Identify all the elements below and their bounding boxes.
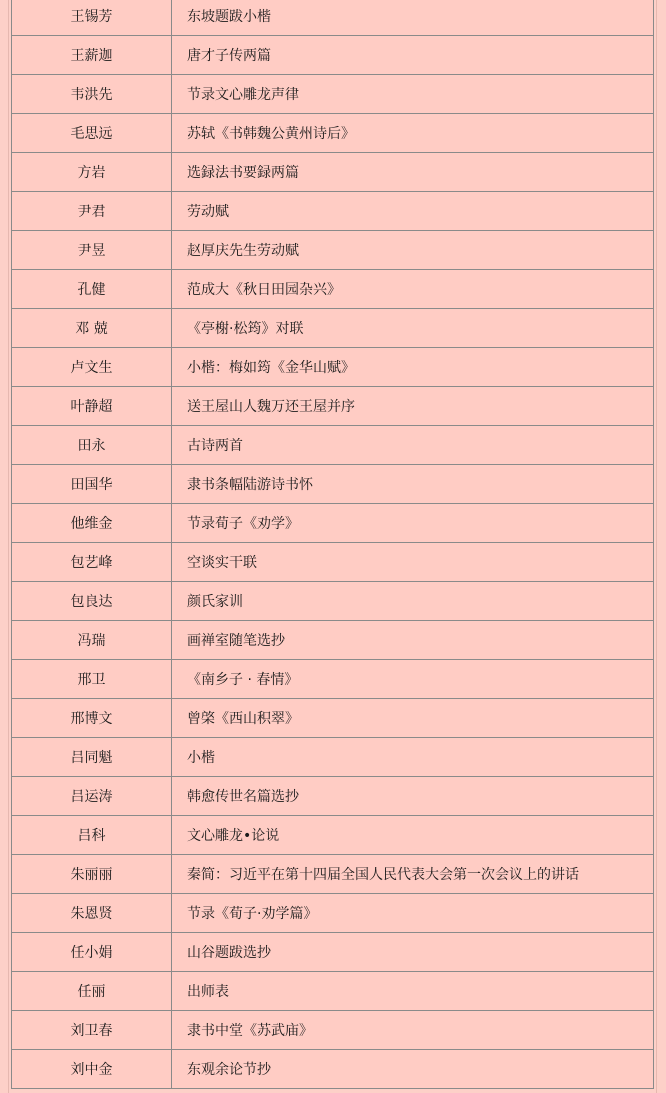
work-title-cell: 东观余论节抄: [172, 1050, 654, 1089]
table-row: [12, 582, 654, 621]
author-name-cell: 吕同魁: [12, 738, 172, 777]
work-title-cell: 送王屋山人魏万还王屋并序: [172, 387, 654, 426]
table-row: [12, 114, 654, 153]
work-title-cell: 《南乡子 · 春情》: [172, 660, 654, 699]
right-margin-strip: [656, 0, 666, 1093]
work-title-cell: 隶书条幅陆游诗书怀: [172, 465, 654, 504]
author-name-cell: 冯瑞: [12, 621, 172, 660]
author-name-cell: 包艺峰: [12, 543, 172, 582]
work-title-cell: 赵厚庆先生劳动赋: [172, 231, 654, 270]
table-row: [12, 153, 654, 192]
work-title-cell: 出师表: [172, 972, 654, 1011]
work-title-cell: 节录荀子《劝学》: [172, 504, 654, 543]
works-table-body: [12, 0, 654, 1089]
work-title-cell: 选録法书要録两篇: [172, 153, 654, 192]
work-title-cell: 小楷：梅如筠《金华山赋》: [172, 348, 654, 387]
table-row: [12, 0, 654, 36]
table-row: [12, 192, 654, 231]
work-title-cell: 小楷: [172, 738, 654, 777]
table-row: [12, 972, 654, 1011]
table-row: [12, 270, 654, 309]
work-title-cell: 苏轼《书韩魏公黄州诗后》: [172, 114, 654, 153]
work-title-cell: 范成大《秋日田园杂兴》: [172, 270, 654, 309]
author-name-cell: 王锡芳: [12, 0, 172, 36]
work-title-cell: 曾棨《西山积翠》: [172, 699, 654, 738]
work-title-cell: 文心雕龙•论说: [172, 816, 654, 855]
table-row: [12, 855, 654, 894]
work-title-cell: 画禅室随笔选抄: [172, 621, 654, 660]
work-title-cell: 古诗两首: [172, 426, 654, 465]
table-row: [12, 777, 654, 816]
work-title-cell: 劳动赋: [172, 192, 654, 231]
author-name-cell: 田国华: [12, 465, 172, 504]
author-name-cell: 尹君: [12, 192, 172, 231]
work-title-cell: 空谈实干联: [172, 543, 654, 582]
author-name-cell: 卢文生: [12, 348, 172, 387]
left-margin-strip: [0, 0, 9, 1093]
author-name-cell: 刘中金: [12, 1050, 172, 1089]
table-row: [12, 699, 654, 738]
author-name-cell: 朱丽丽: [12, 855, 172, 894]
author-name-cell: 毛思远: [12, 114, 172, 153]
table-row: [12, 36, 654, 75]
author-name-cell: 邢博文: [12, 699, 172, 738]
table-row: [12, 465, 654, 504]
work-title-cell: 东坡题跋小楷: [172, 0, 654, 36]
table-row: [12, 738, 654, 777]
author-name-cell: 方岩: [12, 153, 172, 192]
table-row: [12, 504, 654, 543]
work-title-cell: 颜氏家训: [172, 582, 654, 621]
table-row: [12, 387, 654, 426]
author-name-cell: 包良达: [12, 582, 172, 621]
author-name-cell: 韦洪先: [12, 75, 172, 114]
table-row: [12, 75, 654, 114]
works-table: [11, 0, 654, 1089]
work-title-cell: 隶书中堂《苏武庙》: [172, 1011, 654, 1050]
table-row: [12, 1050, 654, 1089]
author-name-cell: 吕运涛: [12, 777, 172, 816]
author-name-cell: 尹昱: [12, 231, 172, 270]
author-name-cell: 叶静超: [12, 387, 172, 426]
table-row: [12, 348, 654, 387]
work-title-cell: 韩愈传世名篇选抄: [172, 777, 654, 816]
author-name-cell: 任小娟: [12, 933, 172, 972]
table-row: [12, 309, 654, 348]
author-name-cell: 田永: [12, 426, 172, 465]
author-name-cell: 刘卫春: [12, 1011, 172, 1050]
work-title-cell: 节录《荀子·劝学篇》: [172, 894, 654, 933]
work-title-cell: 《亭榭·松筠》对联: [172, 309, 654, 348]
work-title-cell: 节录文心雕龙声律: [172, 75, 654, 114]
author-name-cell: 吕科: [12, 816, 172, 855]
table-row: [12, 231, 654, 270]
author-name-cell: 孔健: [12, 270, 172, 309]
table-row: [12, 621, 654, 660]
work-title-cell: 山谷题跋选抄: [172, 933, 654, 972]
author-name-cell: 他维金: [12, 504, 172, 543]
table-row: [12, 816, 654, 855]
author-name-cell: 邓 兢: [12, 309, 172, 348]
author-name-cell: 任丽: [12, 972, 172, 1011]
table-row: [12, 933, 654, 972]
author-name-cell: 王薪迦: [12, 36, 172, 75]
author-name-cell: 邢卫: [12, 660, 172, 699]
table-row: [12, 1011, 654, 1050]
table-row: [12, 894, 654, 933]
author-name-cell: 朱恩贤: [12, 894, 172, 933]
table-row: [12, 426, 654, 465]
work-title-cell: 唐才子传两篇: [172, 36, 654, 75]
table-row: [12, 543, 654, 582]
work-title-cell: 秦简：习近平在第十四届全国人民代表大会第一次会议上的讲话: [172, 855, 654, 894]
table-row: [12, 660, 654, 699]
